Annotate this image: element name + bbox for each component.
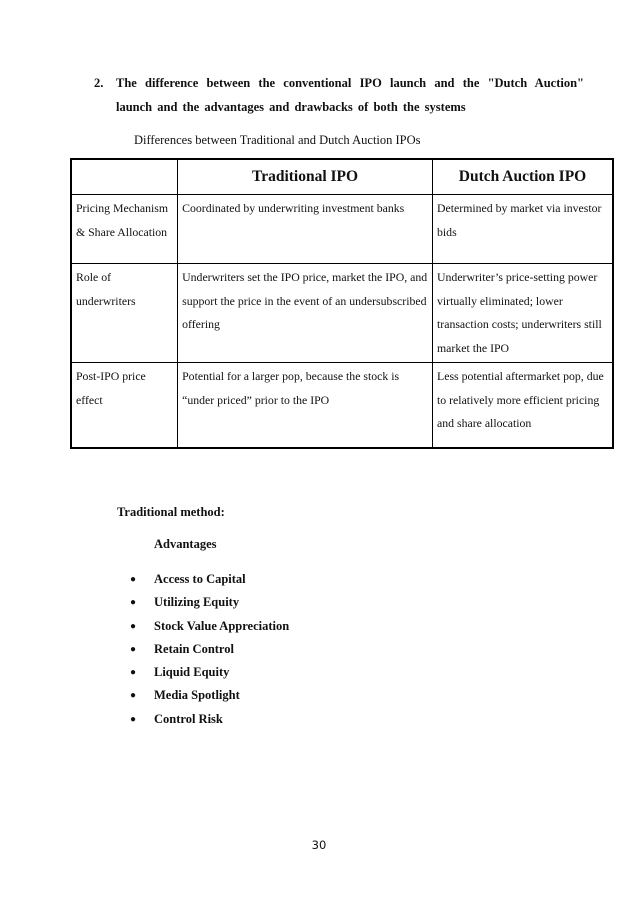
list-item-text: Liquid Equity	[154, 665, 230, 680]
table-header-row	[71, 159, 613, 195]
advantages-title: Advantages	[154, 537, 217, 551]
heading-number: 2.	[94, 76, 104, 90]
row-label: Pricing Mechanism & Share Allocation	[71, 195, 178, 264]
list-item	[124, 684, 289, 707]
bullet-icon: ●	[130, 643, 137, 655]
page-number: 30	[311, 838, 327, 852]
advantages-list	[124, 568, 289, 731]
heading-text: The difference between the conventional IPO launch and the "Dutch Auction" launch and the advantages and drawbacks of both the systems	[116, 76, 584, 114]
list-item	[124, 615, 289, 638]
bullet-icon: ●	[130, 597, 137, 609]
list-item	[124, 708, 289, 731]
bullet-icon: ●	[130, 574, 137, 585]
table-caption: Differences between Traditional and Dutch Auction IPOs	[134, 133, 421, 147]
comparison-table	[70, 158, 614, 449]
list-item	[124, 638, 289, 661]
list-item-text: Retain Control	[154, 641, 234, 656]
table-row	[71, 264, 613, 363]
list-item	[124, 591, 289, 614]
table-header-dutch: Dutch Auction IPO	[433, 159, 614, 195]
list-item-text: Control Risk	[154, 711, 223, 726]
dutch-cell: Determined by market via investor bids	[433, 195, 614, 264]
bullet-icon: ●	[130, 690, 137, 702]
list-item	[124, 661, 289, 684]
bullet-icon: ●	[130, 620, 137, 632]
table-row	[71, 363, 613, 449]
traditional-cell: Underwriters set the IPO price, market the IPO, and support the price in the event of an undersubscribed offering	[178, 264, 433, 363]
table-row	[71, 195, 613, 264]
traditional-cell: Coordinated by underwriting investment banks	[178, 195, 433, 264]
list-item-text: Stock Value Appreciation	[154, 618, 290, 633]
row-label: Post-IPO price effect	[71, 363, 178, 449]
dutch-cell: Underwriter’s price-setting power virtually eliminated; lower transaction costs; underwriters still market the IPO	[433, 264, 614, 363]
list-item-text: Media Spotlight	[154, 688, 240, 703]
traditional-method-title: Traditional method:	[117, 505, 225, 519]
list-item-text: Utilizing Equity	[154, 595, 240, 610]
row-label: Role of underwriters	[71, 264, 178, 363]
section-heading	[94, 71, 584, 119]
bullet-icon: ●	[130, 667, 137, 679]
traditional-cell: Potential for a larger pop, because the stock is “under priced” prior to the IPO	[178, 363, 433, 449]
bullet-icon: ●	[130, 713, 137, 725]
table-header-traditional: Traditional IPO	[178, 159, 433, 195]
dutch-cell: Less potential aftermarket pop, due to relatively more efficient pricing and share allocation	[433, 363, 614, 449]
list-item	[124, 568, 289, 591]
table-header-empty	[71, 159, 178, 195]
list-item-text: Access to Capital	[154, 572, 246, 586]
